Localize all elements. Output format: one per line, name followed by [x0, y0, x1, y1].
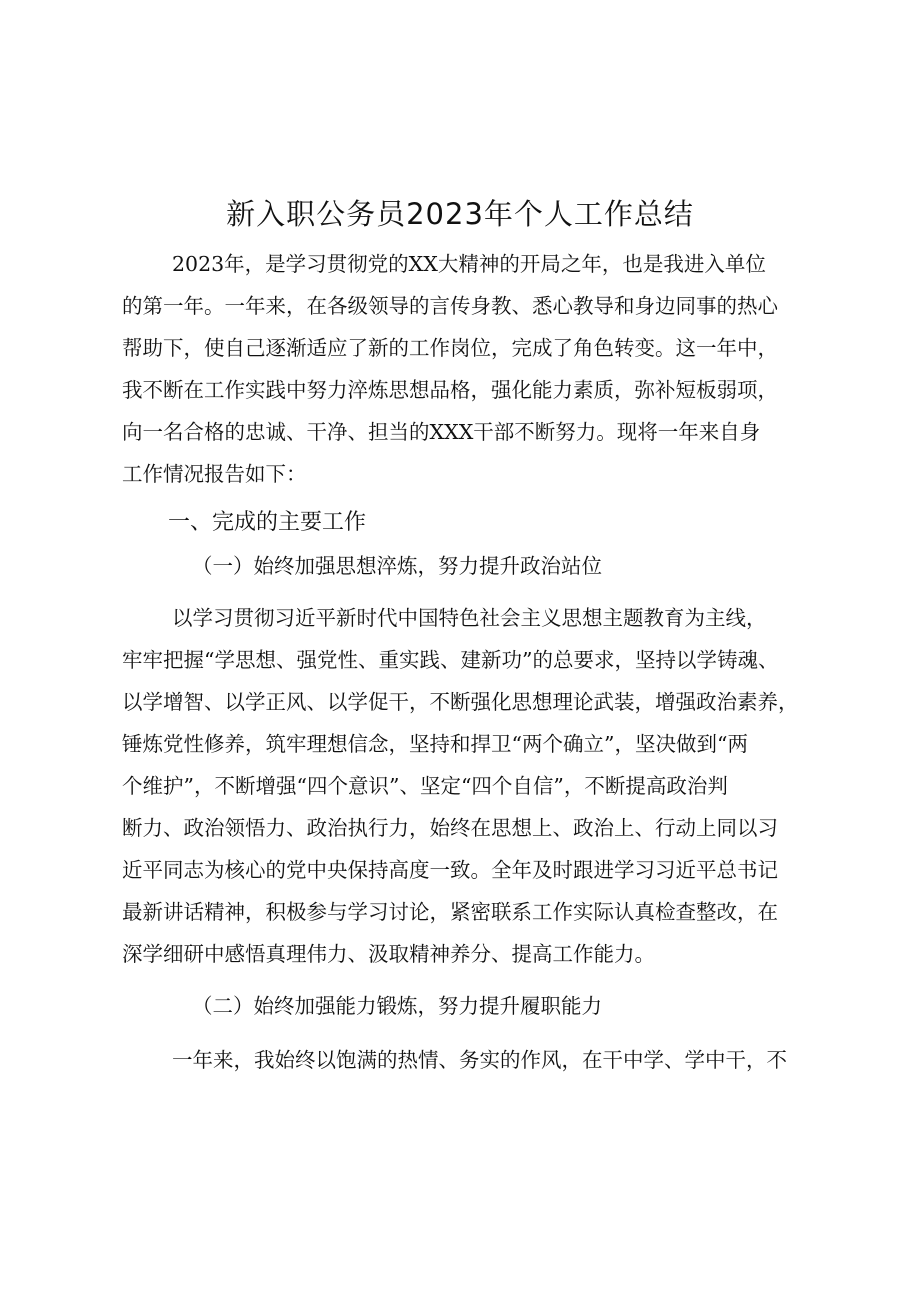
- section-heading: 一、完成的主要工作: [168, 510, 367, 535]
- subsection-heading: （一）始终加强思想淬炼，努力提升政治站位: [192, 554, 602, 578]
- body-line: 断力、政治领悟力、政治执行力，始终在思想上、政治上、行动上同以习: [122, 816, 778, 840]
- subsection-heading: （二）始终加强能力锻炼，努力提升履职能力: [192, 994, 602, 1018]
- document-title: 新入职公务员2023年个人工作总结: [226, 197, 694, 231]
- body-line: 以学习贯彻习近平新时代中国特色社会主义思想主题教育为主线，: [172, 606, 767, 630]
- intro-line: 工作情况报告如下：: [122, 462, 307, 486]
- body-line: 以学增智、以学正风、以学促干，不断强化思想理论武装，增强政治素养，: [122, 690, 799, 714]
- body-line: 近平同志为核心的党中央保持高度一致。全年及时跟进学习习近平总书记: [122, 858, 778, 882]
- body-line: 最新讲话精神，积极参与学习讨论，紧密联系工作实际认真检查整改，在: [122, 900, 778, 924]
- intro-line: 向一名合格的忠诚、干净、担当的XXX干部不断努力。现将一年来自身: [122, 420, 761, 444]
- body-line: 牢牢把握“学思想、强党性、重实践、建新功”的总要求，坚持以学铸魂、: [122, 648, 779, 672]
- body-line: 深学细研中感悟真理伟力、汲取精神养分、提高工作能力。: [122, 942, 655, 966]
- intro-line: 帮助下，使自己逐渐适应了新的工作岗位，完成了角色转变。这一年中，: [122, 336, 778, 360]
- body-line: 一年来，我始终以饱满的热情、务实的作风，在干中学、学中干，不: [172, 1048, 787, 1072]
- intro-line: 的第一年。一年来，在各级领导的言传身教、悉心教导和身边同事的热心: [122, 294, 778, 318]
- intro-line: 我不断在工作实践中努力淬炼思想品格，强化能力素质，弥补短板弱项，: [122, 378, 778, 402]
- body-line: 个维护”，不断增强“四个意识”、坚定“四个自信”，不断提高政治判: [122, 774, 728, 798]
- intro-line: 2023年，是学习贯彻党的XX大精神的开局之年，也是我进入单位: [172, 252, 766, 276]
- body-line: 锤炼党性修养，筑牢理想信念，坚持和捍卫“两个确立”，坚决做到“两: [122, 732, 748, 756]
